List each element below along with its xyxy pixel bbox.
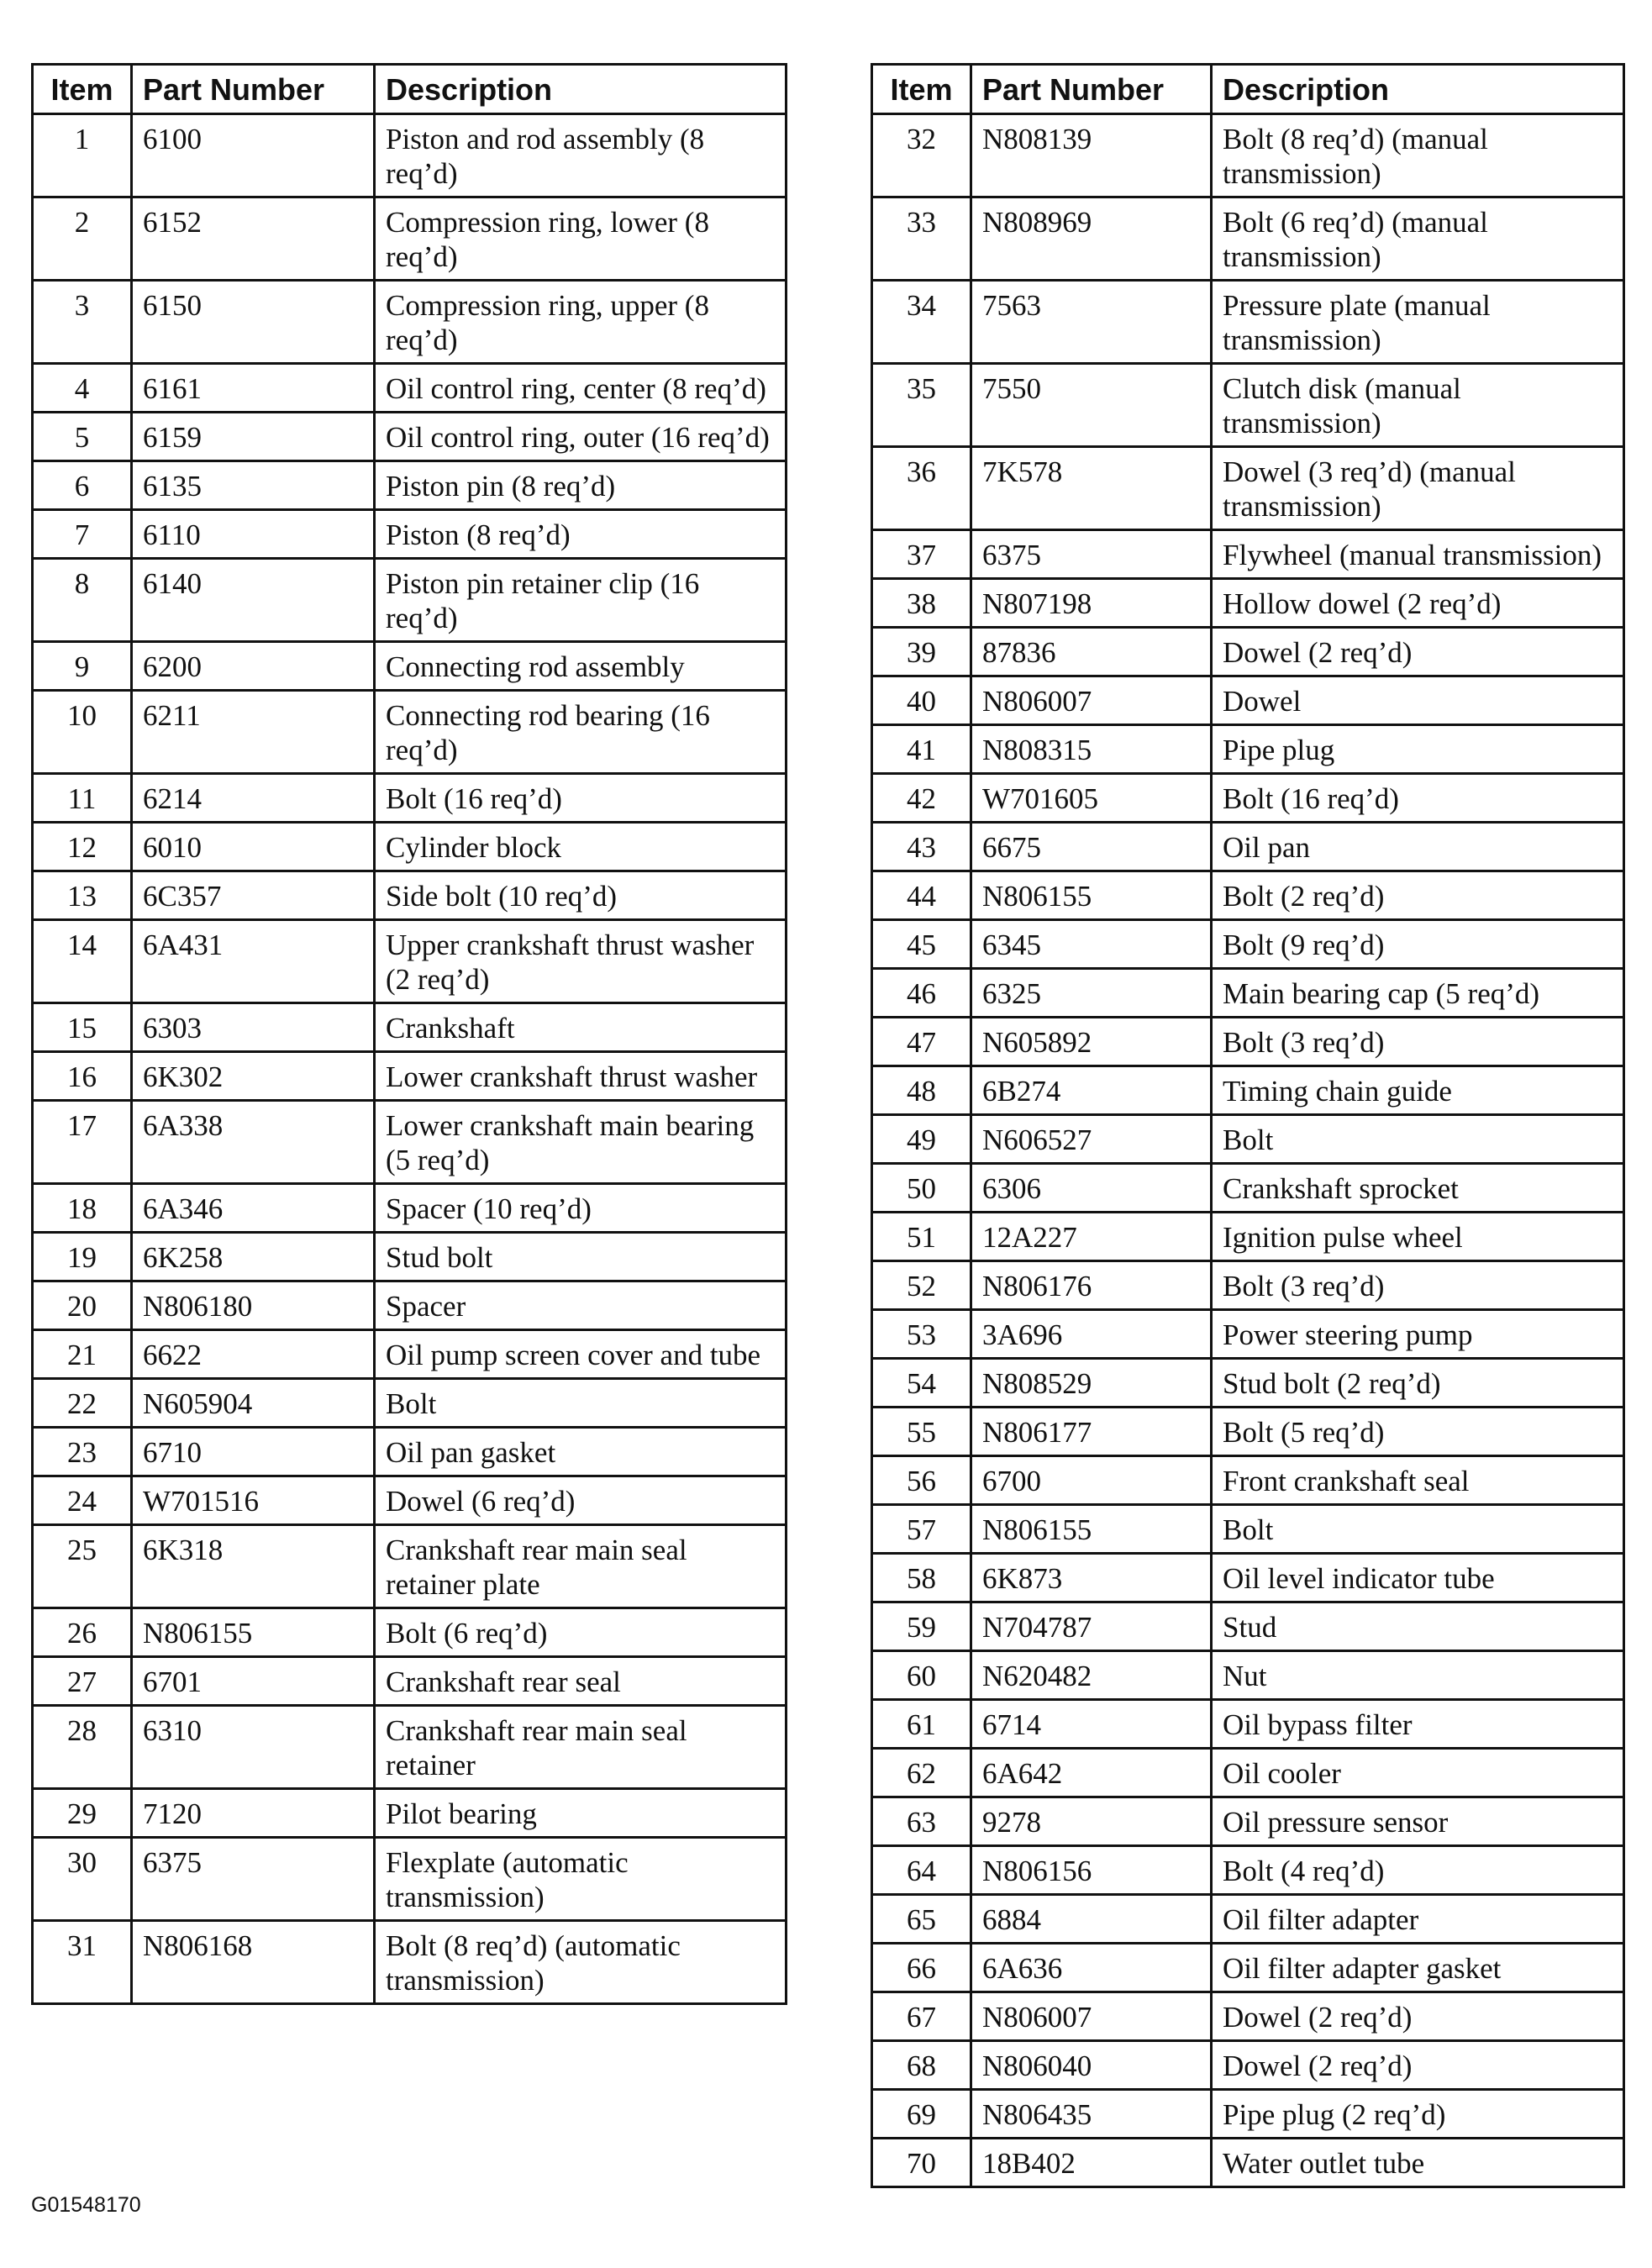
- description-cell: Piston pin retainer clip (16 req’d): [375, 559, 787, 642]
- column-header-part-number: Part Number: [971, 65, 1212, 114]
- description-cell: Bolt (8 req’d) (manual transmission): [1212, 114, 1624, 197]
- item-number-cell: 2: [33, 197, 132, 281]
- item-number-cell: 24: [33, 1476, 132, 1525]
- description-cell: Bolt (5 req’d): [1212, 1408, 1624, 1456]
- parts-table-body: [872, 114, 1624, 2187]
- item-number-cell: 48: [872, 1066, 971, 1115]
- table-row: [872, 1408, 1624, 1456]
- item-number-cell: 9: [33, 642, 132, 691]
- table-row: [33, 823, 787, 871]
- part-number-cell: N808315: [971, 725, 1212, 774]
- description-cell: Compression ring, upper (8 req’d): [375, 281, 787, 364]
- table-row: [33, 871, 787, 920]
- column-header-part-number: Part Number: [132, 65, 375, 114]
- part-number-cell: 6A346: [132, 1184, 375, 1233]
- item-number-cell: 62: [872, 1749, 971, 1797]
- item-number-cell: 61: [872, 1700, 971, 1749]
- item-number-cell: 5: [33, 413, 132, 461]
- table-row: [872, 281, 1624, 364]
- table-row: [872, 1554, 1624, 1602]
- table-row: [33, 1052, 787, 1101]
- description-cell: Dowel (2 req’d): [1212, 628, 1624, 676]
- description-cell: Bolt: [375, 1379, 787, 1428]
- item-number-cell: 12: [33, 823, 132, 871]
- table-header-row: [33, 65, 787, 114]
- description-cell: Lower crankshaft main bearing (5 req’d): [375, 1101, 787, 1184]
- table-row: [872, 1066, 1624, 1115]
- description-cell: Main bearing cap (5 req’d): [1212, 969, 1624, 1018]
- part-number-cell: 87836: [971, 628, 1212, 676]
- part-number-cell: W701516: [132, 1476, 375, 1525]
- part-number-cell: 6100: [132, 114, 375, 197]
- item-number-cell: 66: [872, 1944, 971, 1992]
- table-row: [872, 1261, 1624, 1310]
- part-number-cell: N806155: [971, 871, 1212, 920]
- item-number-cell: 65: [872, 1895, 971, 1944]
- description-cell: Oil pan gasket: [375, 1428, 787, 1476]
- description-cell: Side bolt (10 req’d): [375, 871, 787, 920]
- description-cell: Oil bypass filter: [1212, 1700, 1624, 1749]
- table-row: [33, 774, 787, 823]
- item-number-cell: 7: [33, 510, 132, 559]
- part-number-cell: 6A338: [132, 1101, 375, 1184]
- item-number-cell: 3: [33, 281, 132, 364]
- description-cell: Power steering pump: [1212, 1310, 1624, 1359]
- description-cell: Bolt (8 req’d) (automatic transmission): [375, 1921, 787, 2004]
- table-row: [33, 1281, 787, 1330]
- table-row: [872, 969, 1624, 1018]
- part-number-cell: 7550: [971, 364, 1212, 447]
- table-row: [33, 1184, 787, 1233]
- description-cell: Oil control ring, outer (16 req’d): [375, 413, 787, 461]
- table-row: [33, 1330, 787, 1379]
- description-cell: Flexplate (automatic transmission): [375, 1838, 787, 1921]
- table-row: [872, 1115, 1624, 1164]
- part-number-cell: N605892: [971, 1018, 1212, 1066]
- table-row: [872, 530, 1624, 579]
- description-cell: Ignition pulse wheel: [1212, 1213, 1624, 1261]
- table-row: [872, 1164, 1624, 1213]
- description-cell: Pilot bearing: [375, 1789, 787, 1838]
- item-number-cell: 30: [33, 1838, 132, 1921]
- item-number-cell: 63: [872, 1797, 971, 1846]
- part-number-cell: N806040: [971, 2041, 1212, 2090]
- item-number-cell: 38: [872, 579, 971, 628]
- description-cell: Stud bolt: [375, 1233, 787, 1281]
- item-number-cell: 33: [872, 197, 971, 281]
- part-number-cell: N806156: [971, 1846, 1212, 1895]
- item-number-cell: 53: [872, 1310, 971, 1359]
- table-row: [872, 114, 1624, 197]
- table-row: [33, 364, 787, 413]
- item-number-cell: 47: [872, 1018, 971, 1066]
- item-number-cell: 35: [872, 364, 971, 447]
- table-row: [872, 364, 1624, 447]
- table-row: [872, 871, 1624, 920]
- description-cell: Clutch disk (manual transmission): [1212, 364, 1624, 447]
- item-number-cell: 69: [872, 2090, 971, 2139]
- part-number-cell: 6C357: [132, 871, 375, 920]
- table-row: [33, 691, 787, 774]
- item-number-cell: 15: [33, 1003, 132, 1052]
- description-cell: Dowel (2 req’d): [1212, 1992, 1624, 2041]
- item-number-cell: 16: [33, 1052, 132, 1101]
- table-row: [872, 1895, 1624, 1944]
- table-row: [33, 920, 787, 1003]
- item-number-cell: 32: [872, 114, 971, 197]
- part-number-cell: 6675: [971, 823, 1212, 871]
- table-row: [33, 413, 787, 461]
- description-cell: Oil control ring, center (8 req’d): [375, 364, 787, 413]
- table-row: [33, 1476, 787, 1525]
- description-cell: Spacer: [375, 1281, 787, 1330]
- part-number-cell: N620482: [971, 1651, 1212, 1700]
- part-number-cell: N806155: [971, 1505, 1212, 1554]
- item-number-cell: 20: [33, 1281, 132, 1330]
- item-number-cell: 34: [872, 281, 971, 364]
- part-number-cell: 6710: [132, 1428, 375, 1476]
- parts-table-body: [33, 114, 787, 2004]
- description-cell: Front crankshaft seal: [1212, 1456, 1624, 1505]
- part-number-cell: N806180: [132, 1281, 375, 1330]
- item-number-cell: 31: [33, 1921, 132, 2004]
- description-cell: Piston and rod assembly (8 req’d): [375, 114, 787, 197]
- table-row: [33, 1101, 787, 1184]
- item-number-cell: 67: [872, 1992, 971, 2041]
- item-number-cell: 64: [872, 1846, 971, 1895]
- part-number-cell: N806007: [971, 1992, 1212, 2041]
- item-number-cell: 6: [33, 461, 132, 510]
- item-number-cell: 18: [33, 1184, 132, 1233]
- description-cell: Spacer (10 req’d): [375, 1184, 787, 1233]
- item-number-cell: 50: [872, 1164, 971, 1213]
- item-number-cell: 13: [33, 871, 132, 920]
- part-number-cell: N808969: [971, 197, 1212, 281]
- table-row: [872, 725, 1624, 774]
- table-row: [872, 579, 1624, 628]
- item-number-cell: 54: [872, 1359, 971, 1408]
- part-number-cell: 6K302: [132, 1052, 375, 1101]
- description-cell: Oil pressure sensor: [1212, 1797, 1624, 1846]
- table-row: [872, 676, 1624, 725]
- description-cell: Oil pump screen cover and tube: [375, 1330, 787, 1379]
- description-cell: Upper crankshaft thrust washer (2 req’d): [375, 920, 787, 1003]
- description-cell: Piston (8 req’d): [375, 510, 787, 559]
- column-header-description: Description: [375, 65, 787, 114]
- part-number-cell: 6310: [132, 1706, 375, 1789]
- description-cell: Connecting rod bearing (16 req’d): [375, 691, 787, 774]
- description-cell: Bolt (2 req’d): [1212, 871, 1624, 920]
- table-row: [872, 2041, 1624, 2090]
- part-number-cell: 6325: [971, 969, 1212, 1018]
- item-number-cell: 52: [872, 1261, 971, 1310]
- table-row: [872, 1505, 1624, 1554]
- description-cell: Dowel: [1212, 676, 1624, 725]
- part-number-cell: 6306: [971, 1164, 1212, 1213]
- description-cell: Nut: [1212, 1651, 1624, 1700]
- part-number-cell: 6214: [132, 774, 375, 823]
- description-cell: Flywheel (manual transmission): [1212, 530, 1624, 579]
- table-row: [33, 559, 787, 642]
- figure-id: G01548170: [31, 2193, 141, 2217]
- table-row: [33, 461, 787, 510]
- description-cell: Pipe plug: [1212, 725, 1624, 774]
- description-cell: Dowel (6 req’d): [375, 1476, 787, 1525]
- column-header-item: Item: [33, 65, 132, 114]
- item-number-cell: 26: [33, 1608, 132, 1657]
- table-row: [872, 1359, 1624, 1408]
- description-cell: Oil cooler: [1212, 1749, 1624, 1797]
- item-number-cell: 19: [33, 1233, 132, 1281]
- part-number-cell: 6375: [971, 530, 1212, 579]
- description-cell: Bolt (16 req’d): [375, 774, 787, 823]
- item-number-cell: 57: [872, 1505, 971, 1554]
- part-number-cell: 6A642: [971, 1749, 1212, 1797]
- item-number-cell: 55: [872, 1408, 971, 1456]
- description-cell: Bolt (9 req’d): [1212, 920, 1624, 969]
- parts-table-right: [871, 63, 1625, 2188]
- part-number-cell: 6150: [132, 281, 375, 364]
- table-row: [33, 1838, 787, 1921]
- part-number-cell: N807198: [971, 579, 1212, 628]
- description-cell: Stud bolt (2 req’d): [1212, 1359, 1624, 1408]
- part-number-cell: 6152: [132, 197, 375, 281]
- description-cell: Piston pin (8 req’d): [375, 461, 787, 510]
- part-number-cell: 6200: [132, 642, 375, 691]
- description-cell: Bolt (16 req’d): [1212, 774, 1624, 823]
- part-number-cell: W701605: [971, 774, 1212, 823]
- part-number-cell: 6K873: [971, 1554, 1212, 1602]
- part-number-cell: N605904: [132, 1379, 375, 1428]
- table-row: [33, 281, 787, 364]
- description-cell: Bolt (3 req’d): [1212, 1018, 1624, 1066]
- description-cell: Bolt (6 req’d): [375, 1608, 787, 1657]
- table-row: [872, 1944, 1624, 1992]
- description-cell: Water outlet tube: [1212, 2139, 1624, 2187]
- part-number-cell: N806176: [971, 1261, 1212, 1310]
- item-number-cell: 56: [872, 1456, 971, 1505]
- table-row: [33, 1657, 787, 1706]
- item-number-cell: 40: [872, 676, 971, 725]
- description-cell: Bolt: [1212, 1505, 1624, 1554]
- item-number-cell: 42: [872, 774, 971, 823]
- table-row: [872, 1700, 1624, 1749]
- part-number-cell: 6345: [971, 920, 1212, 969]
- description-cell: Compression ring, lower (8 req’d): [375, 197, 787, 281]
- item-number-cell: 36: [872, 447, 971, 530]
- part-number-cell: 6110: [132, 510, 375, 559]
- item-number-cell: 58: [872, 1554, 971, 1602]
- table-row: [872, 1651, 1624, 1700]
- item-number-cell: 8: [33, 559, 132, 642]
- description-cell: Bolt (4 req’d): [1212, 1846, 1624, 1895]
- part-number-cell: 7563: [971, 281, 1212, 364]
- table-row: [872, 1846, 1624, 1895]
- description-cell: Oil filter adapter: [1212, 1895, 1624, 1944]
- description-cell: Crankshaft rear seal: [375, 1657, 787, 1706]
- table-row: [872, 1213, 1624, 1261]
- part-number-cell: 7K578: [971, 447, 1212, 530]
- part-number-cell: 9278: [971, 1797, 1212, 1846]
- table-row: [872, 1992, 1624, 2041]
- table-row: [872, 2090, 1624, 2139]
- table-row: [872, 628, 1624, 676]
- item-number-cell: 25: [33, 1525, 132, 1608]
- part-number-cell: N808139: [971, 114, 1212, 197]
- table-row: [872, 774, 1624, 823]
- description-cell: Hollow dowel (2 req’d): [1212, 579, 1624, 628]
- item-number-cell: 28: [33, 1706, 132, 1789]
- item-number-cell: 23: [33, 1428, 132, 1476]
- part-number-cell: N806168: [132, 1921, 375, 2004]
- item-number-cell: 60: [872, 1651, 971, 1700]
- part-number-cell: 6701: [132, 1657, 375, 1706]
- part-number-cell: 6211: [132, 691, 375, 774]
- description-cell: Cylinder block: [375, 823, 787, 871]
- description-cell: Connecting rod assembly: [375, 642, 787, 691]
- table-row: [33, 1525, 787, 1608]
- part-number-cell: N806007: [971, 676, 1212, 725]
- item-number-cell: 68: [872, 2041, 971, 2090]
- item-number-cell: 37: [872, 530, 971, 579]
- part-number-cell: 6K318: [132, 1525, 375, 1608]
- item-number-cell: 27: [33, 1657, 132, 1706]
- part-number-cell: 6375: [132, 1838, 375, 1921]
- description-cell: Stud: [1212, 1602, 1624, 1651]
- part-number-cell: N606527: [971, 1115, 1212, 1164]
- part-number-cell: 6884: [971, 1895, 1212, 1944]
- description-cell: Crankshaft rear main seal retainer plate: [375, 1525, 787, 1608]
- table-row: [33, 1789, 787, 1838]
- item-number-cell: 17: [33, 1101, 132, 1184]
- table-header-row: [872, 65, 1624, 114]
- table-row: [33, 642, 787, 691]
- description-cell: Pressure plate (manual transmission): [1212, 281, 1624, 364]
- item-number-cell: 4: [33, 364, 132, 413]
- table-row: [872, 197, 1624, 281]
- part-number-cell: N806177: [971, 1408, 1212, 1456]
- table-row: [872, 1310, 1624, 1359]
- part-number-cell: N806435: [971, 2090, 1212, 2139]
- part-number-cell: 6622: [132, 1330, 375, 1379]
- table-row: [33, 1428, 787, 1476]
- part-number-cell: 6135: [132, 461, 375, 510]
- item-number-cell: 59: [872, 1602, 971, 1651]
- part-number-cell: 6700: [971, 1456, 1212, 1505]
- part-number-cell: 6K258: [132, 1233, 375, 1281]
- part-number-cell: N806155: [132, 1608, 375, 1657]
- table-row: [33, 1608, 787, 1657]
- table-row: [33, 197, 787, 281]
- table-row: [872, 1602, 1624, 1651]
- item-number-cell: 29: [33, 1789, 132, 1838]
- table-row: [33, 1003, 787, 1052]
- item-number-cell: 51: [872, 1213, 971, 1261]
- part-number-cell: 3A696: [971, 1310, 1212, 1359]
- description-cell: Bolt (3 req’d): [1212, 1261, 1624, 1310]
- part-number-cell: 6161: [132, 364, 375, 413]
- description-cell: Dowel (2 req’d): [1212, 2041, 1624, 2090]
- item-number-cell: 14: [33, 920, 132, 1003]
- table-row: [33, 114, 787, 197]
- column-header-item: Item: [872, 65, 971, 114]
- item-number-cell: 45: [872, 920, 971, 969]
- description-cell: Oil level indicator tube: [1212, 1554, 1624, 1602]
- item-number-cell: 1: [33, 114, 132, 197]
- item-number-cell: 11: [33, 774, 132, 823]
- description-cell: Lower crankshaft thrust washer: [375, 1052, 787, 1101]
- item-number-cell: 22: [33, 1379, 132, 1428]
- item-number-cell: 46: [872, 969, 971, 1018]
- part-number-cell: N704787: [971, 1602, 1212, 1651]
- table-row: [872, 920, 1624, 969]
- part-number-cell: 18B402: [971, 2139, 1212, 2187]
- item-number-cell: 43: [872, 823, 971, 871]
- part-number-cell: 6714: [971, 1700, 1212, 1749]
- table-row: [872, 1797, 1624, 1846]
- description-cell: Crankshaft: [375, 1003, 787, 1052]
- description-cell: Dowel (3 req’d) (manual transmission): [1212, 447, 1624, 530]
- table-row: [872, 1018, 1624, 1066]
- description-cell: Oil pan: [1212, 823, 1624, 871]
- part-number-cell: 6159: [132, 413, 375, 461]
- description-cell: Oil filter adapter gasket: [1212, 1944, 1624, 1992]
- item-number-cell: 10: [33, 691, 132, 774]
- part-number-cell: 6010: [132, 823, 375, 871]
- part-number-cell: 6A431: [132, 920, 375, 1003]
- table-row: [33, 1233, 787, 1281]
- part-number-cell: 6140: [132, 559, 375, 642]
- table-row: [33, 1706, 787, 1789]
- part-number-cell: N808529: [971, 1359, 1212, 1408]
- table-row: [33, 1379, 787, 1428]
- item-number-cell: 44: [872, 871, 971, 920]
- description-cell: Crankshaft sprocket: [1212, 1164, 1624, 1213]
- description-cell: Bolt: [1212, 1115, 1624, 1164]
- table-row: [872, 1749, 1624, 1797]
- description-cell: Timing chain guide: [1212, 1066, 1624, 1115]
- part-number-cell: 6A636: [971, 1944, 1212, 1992]
- table-row: [33, 1921, 787, 2004]
- table-row: [33, 510, 787, 559]
- item-number-cell: 41: [872, 725, 971, 774]
- part-number-cell: 12A227: [971, 1213, 1212, 1261]
- description-cell: Pipe plug (2 req’d): [1212, 2090, 1624, 2139]
- table-row: [872, 447, 1624, 530]
- description-cell: Crankshaft rear main seal retainer: [375, 1706, 787, 1789]
- part-number-cell: 7120: [132, 1789, 375, 1838]
- column-header-description: Description: [1212, 65, 1624, 114]
- item-number-cell: 49: [872, 1115, 971, 1164]
- table-row: [872, 1456, 1624, 1505]
- description-cell: Bolt (6 req’d) (manual transmission): [1212, 197, 1624, 281]
- item-number-cell: 39: [872, 628, 971, 676]
- table-row: [872, 823, 1624, 871]
- parts-table-left: [31, 63, 787, 2005]
- part-number-cell: 6303: [132, 1003, 375, 1052]
- part-number-cell: 6B274: [971, 1066, 1212, 1115]
- table-row: [872, 2139, 1624, 2187]
- item-number-cell: 21: [33, 1330, 132, 1379]
- item-number-cell: 70: [872, 2139, 971, 2187]
